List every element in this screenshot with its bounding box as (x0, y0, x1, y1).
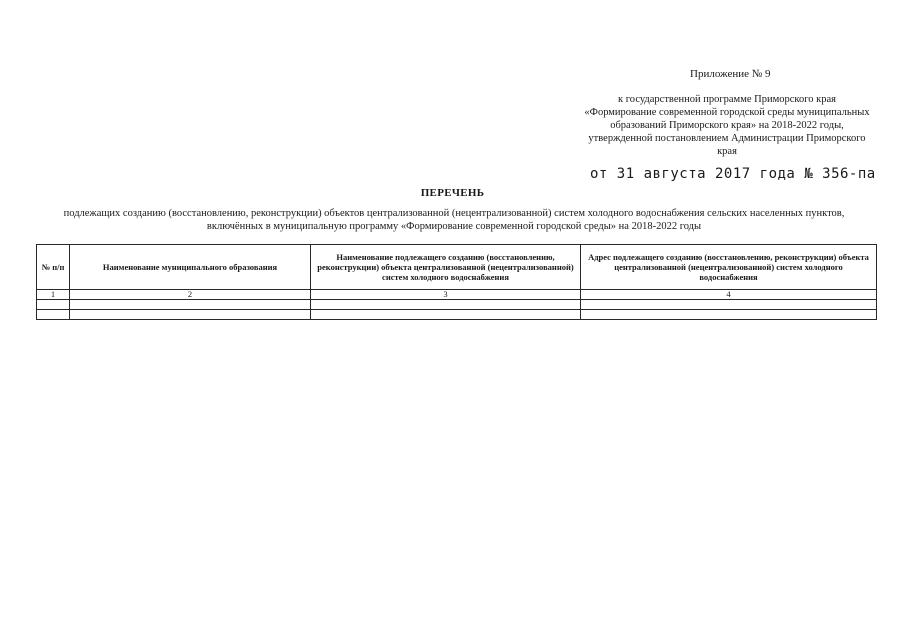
table-cell (70, 300, 311, 310)
table-header-row (37, 245, 877, 290)
table-number-row (37, 290, 877, 300)
appendix-note-line: к государственной программе Приморского края (618, 94, 836, 105)
table-cell: 4 (581, 290, 877, 300)
appendix-note-line: образований Приморского края» на 2018-2022 годы, (610, 120, 844, 131)
document-heading: ПЕРЕЧЕНЬ (420, 187, 485, 199)
table-cell (37, 310, 70, 320)
appendix-note-line: утвержденной постановлением Администрации Приморского (588, 133, 866, 144)
header-object-name: Наименование подлежащего созданию (восстановлению, реконструкции) объекта централизованной (нецентрализованной) систем холодного водоснабжения (311, 245, 581, 290)
header-number: № п/п (37, 245, 70, 290)
table-row (37, 310, 877, 320)
table-cell (581, 310, 877, 320)
appendix-title: Приложение № 9 (690, 68, 771, 80)
table-cell: 1 (37, 290, 70, 300)
document-subtitle-line: включённых в муниципальную программу «Формирование современной городской среды» на 2018-2022 годы (206, 221, 702, 232)
table-cell (311, 310, 581, 320)
table-cell: 3 (311, 290, 581, 300)
header-object-address: Адрес подлежащего созданию (восстановлению, реконструкции) объекта централизованной (нецентрализованной) систем холодного водоснабжения (581, 245, 877, 290)
appendix-note-line: «Формирование современной городской среды муниципальных (584, 107, 870, 118)
appendix-note-line: края (717, 146, 737, 157)
appendix-note (566, 93, 888, 158)
objects-table (36, 244, 877, 320)
table-cell: 2 (70, 290, 311, 300)
table-cell (70, 310, 311, 320)
document-subtitle (30, 207, 878, 233)
table-cell (581, 300, 877, 310)
table-cell (311, 300, 581, 310)
resolution-stamp: от 31 августа 2017 года № 356-па (590, 166, 876, 182)
document-subtitle-line: подлежащих созданию (восстановлению, реконструкции) объектов централизованной (нецентрализованной) систем холодного водоснабжения сельских населенных пунктов, (63, 208, 845, 219)
header-municipality: Наименование муниципального образования (70, 245, 311, 290)
table-row (37, 300, 877, 310)
table-cell (37, 300, 70, 310)
